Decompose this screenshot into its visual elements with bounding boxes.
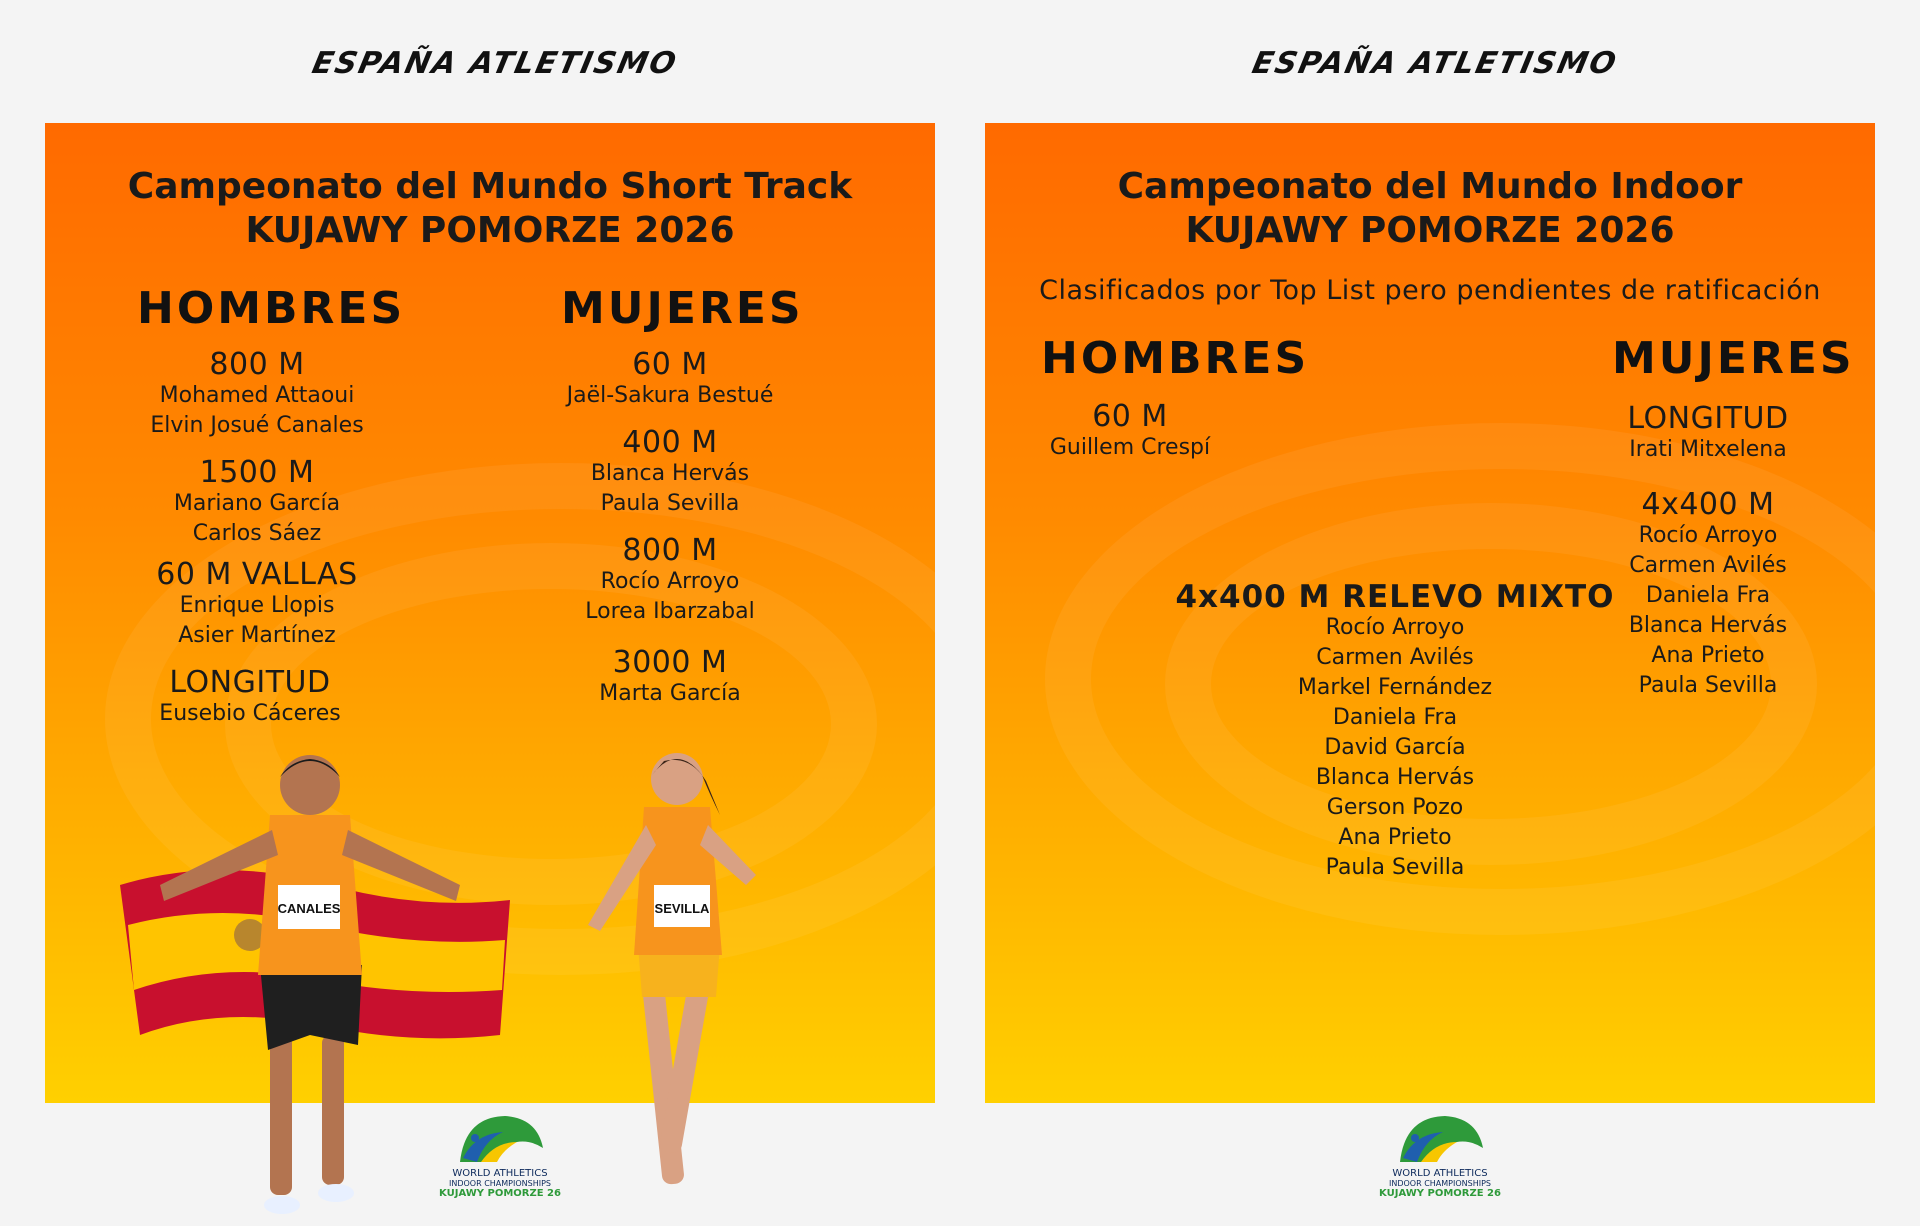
right-women-header: MUJERES — [1612, 333, 1855, 384]
female-bib-text: SEVILLA — [654, 901, 710, 916]
left-men-event — [107, 559, 407, 651]
left-men-event — [100, 667, 400, 729]
ratification-note: Clasificados por Top List pero pendientes de ratificación — [1039, 275, 1821, 306]
right-women-event — [1558, 403, 1858, 465]
athlete-name: Carlos Sáez — [192, 521, 322, 546]
brand-logo-left: ESPAÑA ATLETISMO — [309, 46, 681, 81]
right-men-header: HOMBRES — [1041, 333, 1310, 384]
athlete-name: Elvin Josué Canales — [150, 413, 364, 438]
right-title — [985, 165, 1875, 253]
event-name: 60 M — [1092, 399, 1168, 434]
athlete-name: Blanca Hervás — [1628, 613, 1788, 638]
left-women-header: MUJERES — [561, 283, 804, 334]
world-athletics-emblem-icon — [455, 1112, 545, 1164]
athlete-name: Lorea Ibarzabal — [585, 599, 755, 624]
event-name: LONGITUD — [169, 665, 331, 700]
logo-line3: KUJAWY POMORZE 26 — [1379, 1188, 1501, 1199]
logo-line1: WORLD ATHLETICS — [452, 1168, 548, 1179]
athlete-name: Jaël-Sakura Bestué — [566, 383, 774, 408]
world-athletics-logo-left — [425, 1112, 575, 1222]
logo-line2: INDOOR CHAMPIONSHIPS — [449, 1179, 551, 1188]
left-title — [45, 165, 935, 253]
world-athletics-logo-right — [1365, 1112, 1515, 1222]
male-bib-text: CANALES — [277, 901, 341, 916]
event-name: 60 M VALLAS — [156, 557, 358, 592]
right-men-event — [985, 401, 1280, 463]
event-name: 4x400 M — [1641, 487, 1775, 522]
logo-line1: WORLD ATHLETICS — [1392, 1168, 1488, 1179]
world-athletics-emblem-icon — [1395, 1112, 1485, 1164]
event-name: 800 M — [622, 533, 718, 568]
athlete-name: Paula Sevilla — [600, 491, 740, 516]
left-men-header: HOMBRES — [137, 283, 406, 334]
event-name: LONGITUD — [1627, 401, 1789, 436]
athlete-photo-female — [560, 735, 790, 1223]
athlete-name: Blanca Hervás — [1315, 765, 1475, 790]
athlete-name: Mohamed Attaoui — [159, 383, 355, 408]
athlete-name: Irati Mitxelena — [1629, 437, 1787, 462]
event-name: 60 M — [632, 347, 708, 382]
event-name: 4x400 M RELEVO MIXTO — [1175, 579, 1615, 615]
athlete-name: Carmen Avilés — [1316, 645, 1474, 670]
event-name: 1500 M — [199, 455, 315, 490]
athlete-name: Paula Sevilla — [1325, 855, 1465, 880]
athlete-name: Ana Prieto — [1338, 825, 1452, 850]
left-women-event — [520, 349, 820, 411]
athlete-name: Daniela Fra — [1645, 583, 1771, 608]
right-mixed-event — [1175, 581, 1615, 883]
event-name: 400 M — [622, 425, 718, 460]
athlete-name: Carmen Avilés — [1629, 553, 1787, 578]
athlete-name: Asier Martínez — [178, 623, 336, 648]
left-men-event — [107, 457, 407, 549]
athlete-name: Rocío Arroyo — [1325, 615, 1465, 640]
logo-line3: KUJAWY POMORZE 26 — [439, 1188, 561, 1199]
right-panel — [985, 123, 1875, 1103]
athlete-name: Rocío Arroyo — [600, 569, 740, 594]
left-women-event — [520, 647, 820, 709]
athlete-name: Mariano García — [173, 491, 341, 516]
left-women-event — [520, 535, 820, 627]
athlete-name: Eusebio Cáceres — [159, 701, 341, 726]
athlete-name: Blanca Hervás — [590, 461, 750, 486]
left-men-event — [107, 349, 407, 441]
athlete-name: Ana Prieto — [1651, 643, 1765, 668]
brand-logo-right: ESPAÑA ATLETISMO — [1249, 46, 1621, 81]
athlete-name: Marta García — [599, 681, 741, 706]
athlete-name: Enrique Llopis — [179, 593, 335, 618]
athlete-name: Gerson Pozo — [1326, 795, 1464, 820]
left-title-line2: KUJAWY POMORZE 2026 — [245, 210, 735, 251]
event-name: 3000 M — [612, 645, 728, 680]
right-title-line2: KUJAWY POMORZE 2026 — [1185, 210, 1675, 251]
right-title-line1: Campeonato del Mundo Indoor — [1117, 166, 1743, 207]
athlete-name: Guillem Crespí — [1049, 435, 1211, 460]
athlete-name: Rocío Arroyo — [1638, 523, 1778, 548]
left-women-event — [520, 427, 820, 519]
logo-line2: INDOOR CHAMPIONSHIPS — [1389, 1179, 1491, 1188]
left-title-line1: Campeonato del Mundo Short Track — [127, 166, 853, 207]
event-name: 800 M — [209, 347, 305, 382]
athlete-name: Paula Sevilla — [1638, 673, 1778, 698]
athlete-name: Markel Fernández — [1297, 675, 1493, 700]
athlete-name: Daniela Fra — [1332, 705, 1458, 730]
athlete-name: David García — [1324, 735, 1466, 760]
